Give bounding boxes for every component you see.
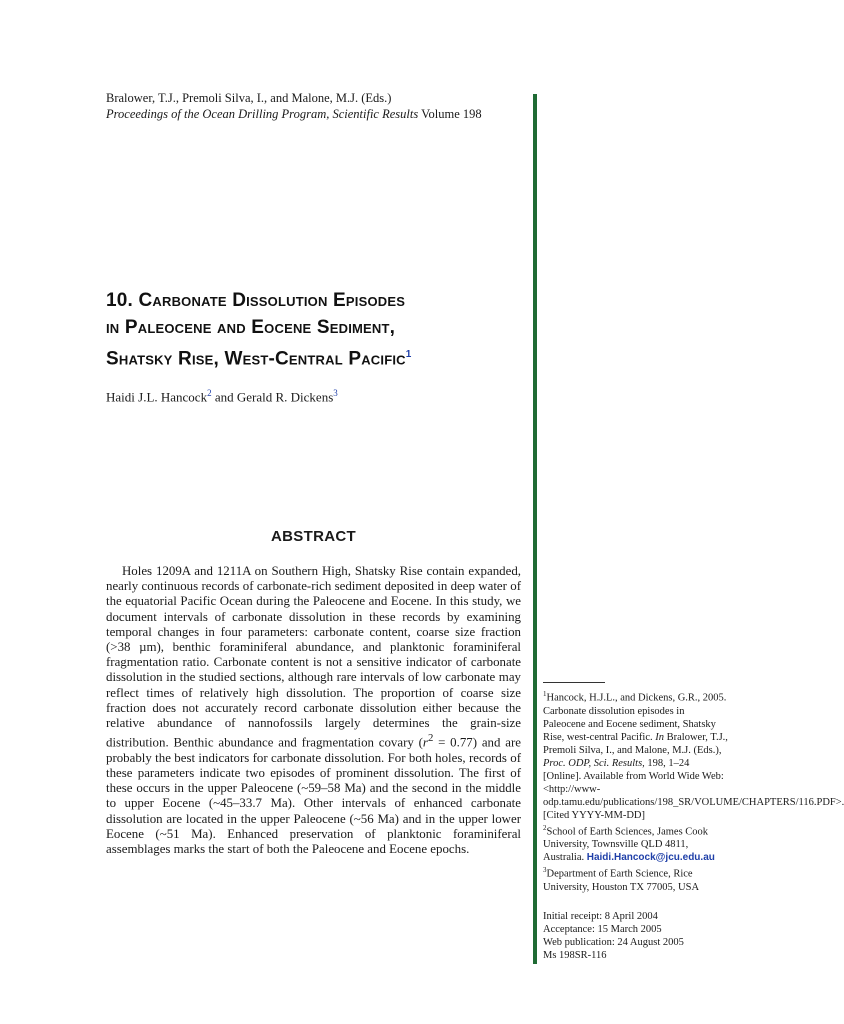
author-1: Haidi J.L. Hancock (106, 389, 208, 405)
author-email-link[interactable]: Haidi.Hancock@jcu.edu.au (586, 852, 715, 863)
series-title: Proceedings of the Ocean Drilling Program, Scientific Results (106, 107, 419, 121)
web-publication-date: Web publication: 24 August 2005 (543, 937, 684, 948)
footnote-1 (543, 688, 844, 822)
footnote-rule (543, 682, 605, 683)
series-line (106, 106, 516, 122)
footnote-3-mark: 3 (543, 866, 547, 874)
margin-divider (533, 94, 537, 964)
author-2-footnote-link[interactable]: 3 (333, 388, 338, 398)
footnotes (543, 688, 844, 894)
footnote-2-mark: 2 (543, 823, 547, 832)
abstract-text-1: Holes 1209A and 1211A on Southern High, Shatsky Rise contain expanded, nearly continuous records of carbonate-rich sediment deposited in deep water of the equatorial Pacific Ocean during the Paleocene and Eocene. In this study, we document intervals of carbonate dissolution in these records by examining temporal changes in four parameters: carbonate content, coarse size fraction (>38 µm), benthic foraminiferal abundance, and planktonic foraminiferal fragmentation ratio. Carbonate content is not a sensitive indicator of carbonate dissolution in the studied sections, although rare intervals of low carbonate may reflect times of relatively high dissolution. The proportion of coarse size fraction does not accurately record carbonate dissolution either because the relative abundance of nannofossils largely determines the grain-size distribution. Benthic abundance and fragmentation covary ( (106, 564, 521, 750)
abstract-text-2: = 0.77) and are probably the best indicators for carbonate dissolution. For both holes, records of these parameters indicate two episodes of prominent dissolution. The first of these occurs in the upper Paleocene (~59–58 Ma) and the second in the middle to upper Eocene (~45–33.7 Ma). Other intervals of enhanced carbonate dissolution are located in the upper Paleocene (~56 Ma) and in the upper lower Eocene (~51 Ma). Enhanced preservation of planktonic foraminiferal assemblages marks the start of both the Paleocene and Eocene epochs. (106, 735, 521, 856)
footnote-2-text: School of Earth Sciences, James Cook University, Townsville QLD 4811, Australia. (543, 826, 709, 863)
footnote-2 (543, 822, 728, 865)
publication-dates (543, 910, 728, 962)
received-date: Initial receipt: 8 April 2004 (543, 911, 658, 922)
abstract-body (106, 564, 521, 857)
footnote-1-text-a: Hancock, H.J.L., and Dickens, G.R., 2005. Carbonate dissolution episodes in Paleocene and Eocene sediment, Shatsky Rise, west-central Pacific. (543, 692, 727, 743)
r-symbol: r (422, 735, 428, 750)
author-list (106, 388, 526, 405)
footnote-1-text-b: Bralower, T.J., Premoli Silva, I., and Malone, M.J. (Eds.), (543, 731, 728, 756)
volume-number: Volume 198 (421, 107, 482, 121)
footnote-1-text-c[interactable]: 198, 1–24 [Online]. Available from World Wide Web: <http://www-odp.tamu.edu/publications/198_SR/VOLUME/CHAPTERS/116.PDF>. [Cited YYYY-MM-DD] (543, 757, 844, 821)
abstract-heading: ABSTRACT (271, 528, 356, 545)
volume-citation (106, 90, 516, 122)
title-line-1: 10. Carbonate Dissolution Episodes (106, 290, 406, 311)
author-1-footnote-link[interactable]: 2 (207, 388, 212, 398)
footnote-3-text: Department of Earth Science, Rice University, Houston TX 77005, USA (543, 868, 700, 893)
author-2: Gerald R. Dickens (236, 389, 334, 405)
footnote-1-mark: 1 (543, 690, 547, 698)
footnote-3 (543, 864, 728, 894)
title-line-3-text: Shatsky Rise, West-Central Pacific (106, 348, 406, 370)
author-conjunction: and (214, 389, 234, 405)
paper-title (106, 287, 526, 372)
title-line-3 (106, 341, 526, 372)
r-squared-exponent: 2 (427, 732, 434, 745)
footnote-1-journal: Proc. ODP, Sci. Results, (543, 757, 645, 769)
footnote-1-in: In (655, 731, 664, 743)
title-footnote-link[interactable]: 1 (405, 349, 412, 360)
manuscript-number: Ms 198SR-116 (543, 950, 607, 961)
editors-line: Bralower, T.J., Premoli Silva, I., and Malone, M.J. (Eds.) (106, 91, 392, 105)
accepted-date: Acceptance: 15 March 2005 (543, 924, 662, 935)
title-line-2: in Paleocene and Eocene Sediment, (106, 317, 396, 338)
